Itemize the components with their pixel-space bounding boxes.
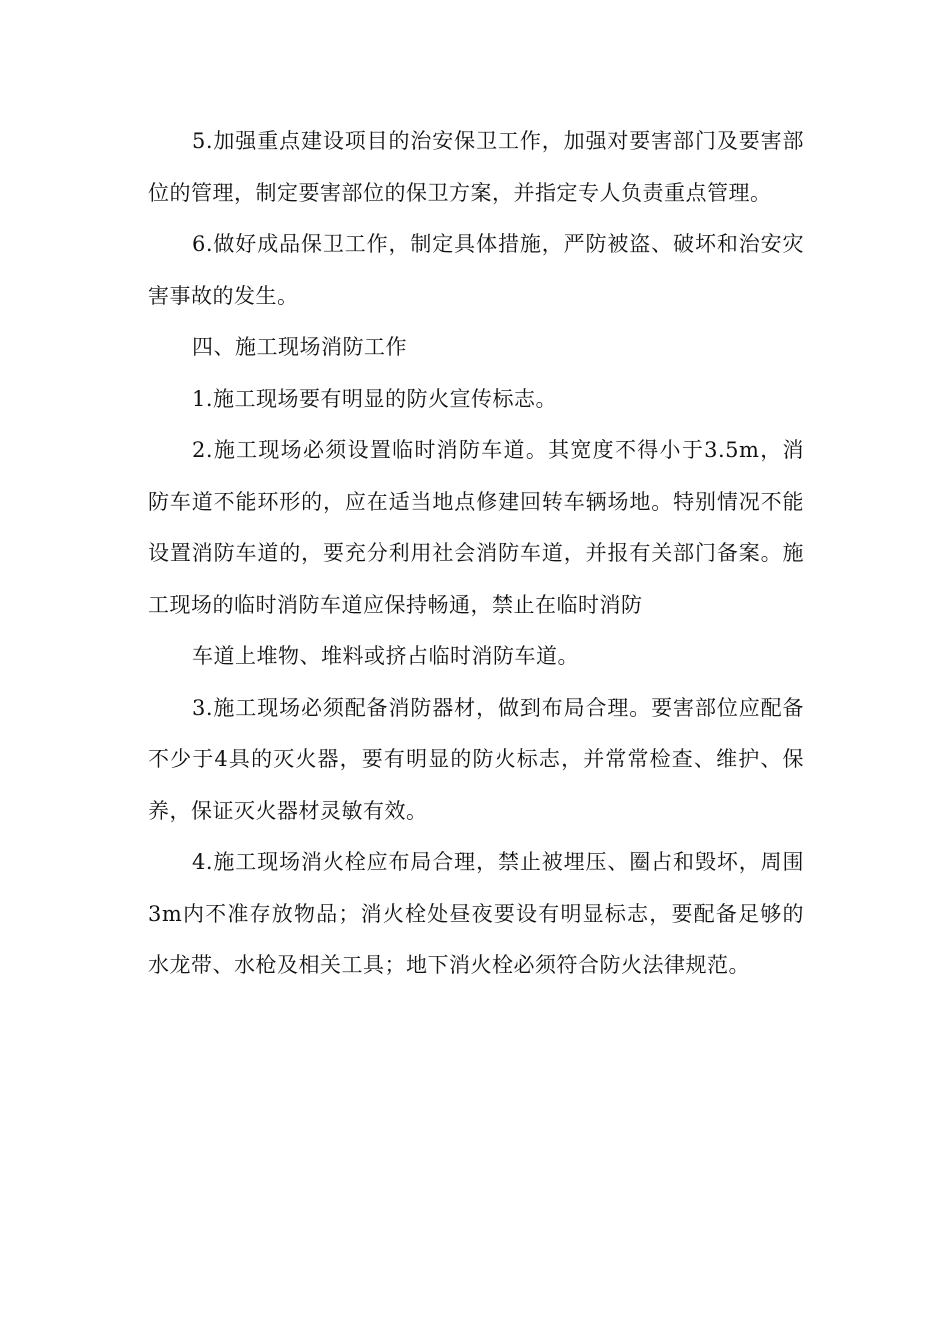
paragraph-fire-signs: 1.施工现场要有明显的防火宣传标志。	[192, 386, 558, 411]
paragraph-fire-lanes-continued: 车道上堆物、堆料或挤占临时消防车道。	[192, 644, 579, 668]
section-heading-fire-protection: 四、施工现场消防工作	[192, 335, 407, 359]
document-body	[148, 116, 804, 992]
paragraph-security-key-projects: 5.加强重点建设项目的治安保卫工作，加强对要害部门及要害部位的管理，制定要害部位的保卫方案，并指定专人负责重点管理。	[148, 129, 804, 205]
paragraph-fire-hydrants: 4.施工现场消火栓应布局合理，禁止被埋压、圈占和毁坏，周围3m内不准存放物品；消火栓处昼夜要设有明显标志，要配备足够的水龙带、水枪及相关工具；地下消火栓必须符合防火法律规范。	[148, 850, 804, 977]
paragraph-fire-equipment: 3.施工现场必须配备消防器材，做到布局合理。要害部位应配备不少于4具的灭火器，要有明显的防火标志，并常常检查、维护、保养，保证灭火器材灵敏有效。	[148, 695, 804, 823]
paragraph-fire-lanes: 2.施工现场必须设置临时消防车道。其宽度不得小于3.5m，消防车道不能环形的，应在适当地点修建回转车辆场地。特别情况不能设置消防车道的，要充分利用社会消防车道，并报有关部门备案。施工现场的临时消防车道应保持畅通，禁止在临时消防	[148, 438, 804, 617]
paragraph-finished-products-security: 6.做好成品保卫工作，制定具体措施，严防被盗、破坏和治安灾害事故的发生。	[148, 232, 804, 308]
